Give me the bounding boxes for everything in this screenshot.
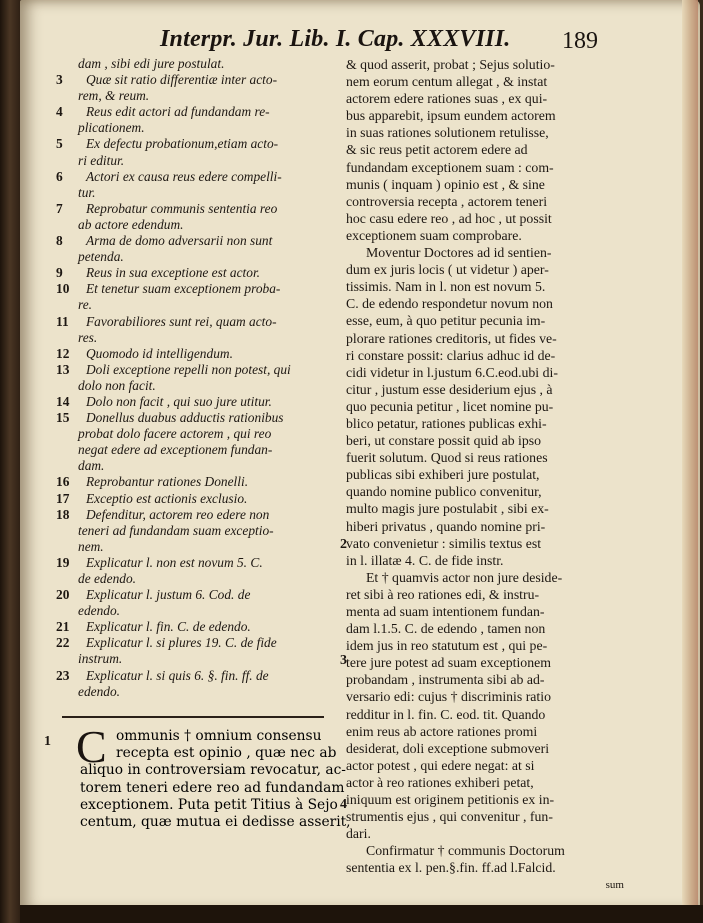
- body-line: ommunis † omnium consensu: [116, 728, 322, 744]
- summary-text: Quæ sit ratio differentiæ inter acto-: [86, 72, 278, 88]
- summary-text: Actori ex causa reus edere compelli-: [86, 168, 282, 184]
- body-line: exceptionem. Puta petit Titius à Sejo: [80, 796, 338, 813]
- body-line: tere jure potest ad suam exceptionem: [346, 655, 551, 671]
- summary-line: [58, 426, 330, 442]
- summary-line: [58, 72, 330, 88]
- body-line: publicas sibi exhiberi jure postulat,: [346, 467, 540, 483]
- summary-text: Doli exceptione repelli non potest, qui: [86, 361, 291, 377]
- summary-number: 17: [56, 490, 70, 506]
- summary-line: [58, 330, 330, 346]
- page-number: 189: [562, 28, 598, 54]
- summary-line: [58, 362, 330, 378]
- summary-text: Arma de domo adversarii non sunt: [86, 233, 273, 249]
- body-line: exceptionem suam comprobare.: [346, 227, 522, 243]
- summary-number: 21: [56, 619, 70, 635]
- summary-list: [58, 56, 330, 700]
- summary-line: [58, 523, 330, 539]
- body-line: cidi videtur in l.justum 6.C.eod.ubi di-: [346, 364, 558, 380]
- body-line: dari.: [346, 826, 371, 842]
- body-line: munis ( inquam ) opinio est , & sine: [346, 176, 545, 192]
- summary-line: [58, 120, 330, 136]
- summary-number: 13: [56, 361, 70, 377]
- summary-number: 4: [56, 104, 63, 120]
- summary-line: [58, 539, 330, 555]
- summary-text: Explicatur l. si quis 6. §. fin. ff. de: [86, 667, 269, 683]
- summary-text: petenda.: [78, 249, 124, 265]
- summary-line: [58, 571, 330, 587]
- body-line: & quod asserit, probat ; Sejus solutio-: [346, 57, 555, 72]
- summary-line: [58, 104, 330, 120]
- body-line: C. de edendo respondetur novum non: [346, 296, 553, 312]
- summary-number: 23: [56, 667, 70, 683]
- summary-text: Dolo non facit , qui suo jure utitur.: [86, 393, 272, 409]
- summary-line: [58, 314, 330, 330]
- body-line: versario edi: cujus † discriminis ratio: [346, 689, 551, 705]
- summary-text: Explicatur l. non est novum 5. C.: [86, 554, 263, 570]
- summary-text: edendo.: [78, 603, 121, 619]
- body-line: recepta est opinio , quæ nec ab: [116, 745, 337, 762]
- body-line: in l. illatæ 4. C. de fide instr.: [346, 552, 504, 568]
- body-line: strumentis ejus , qui convenitur , fun-: [346, 809, 553, 825]
- summary-number: 18: [56, 506, 70, 522]
- summary-number: 20: [56, 587, 70, 603]
- summary-line: [58, 603, 330, 619]
- body-line: redditur in l. fin. C. eod. tit. Quando: [346, 706, 546, 722]
- summary-text: tur.: [78, 184, 96, 200]
- body-line: actor potest , qui edere negat: at si: [346, 757, 535, 773]
- body-line: Moventur Doctores ad id sentien-: [366, 245, 552, 261]
- book-spine: [0, 0, 22, 923]
- body-line: controversia recepta , actorem teneri: [346, 193, 548, 209]
- summary-text: Reus edit actori ad fundandam re-: [86, 104, 270, 120]
- summary-text: Donellus duabus adductis rationibus: [86, 410, 284, 426]
- body-line: & sic reus petit actorem edere ad: [346, 142, 528, 158]
- summary-line: [58, 474, 330, 490]
- drop-cap: C: [76, 721, 107, 772]
- body-line: aliquo in controversiam revocatur, ac-: [80, 762, 346, 779]
- body-line: actorem edere rationes suas , ex qui-: [346, 91, 548, 107]
- body-line: hoc casu edere reo , ad hoc , ut possit: [346, 210, 552, 226]
- body-line: Et † quamvis actor non jure deside-: [366, 569, 563, 585]
- summary-line: [58, 651, 330, 667]
- summary-line: [58, 233, 330, 249]
- body-line: desiderat, doli exceptione submoveri: [346, 740, 550, 756]
- summary-text: plicationem.: [78, 120, 145, 136]
- body-line: quando nomine publico convenitur,: [346, 484, 542, 500]
- page-edge: [682, 0, 698, 912]
- summary-text: de edendo.: [78, 571, 137, 586]
- summary-number: 16: [56, 474, 70, 490]
- summary-line: [58, 265, 330, 281]
- summary-text: Ex defectu probationum,etiam acto-: [86, 136, 279, 152]
- body-line: ri constare possit: clarius adhuc id de-: [346, 347, 556, 363]
- running-title: Interpr. Jur. Lib. I. Cap. XXXVIII.: [160, 26, 511, 52]
- body-line: plorare rationes creditoris, ut fides ve-: [346, 330, 557, 346]
- summary-text: rem, & reum.: [78, 88, 150, 104]
- body-line: beri, ut constare possit quid ab ipso: [346, 433, 542, 449]
- summary-line: [58, 88, 330, 104]
- summary-line: [58, 635, 330, 651]
- section-rule: [62, 716, 324, 718]
- summary-text: instrum.: [78, 651, 123, 667]
- summary-line: [58, 136, 330, 152]
- summary-number: 19: [56, 554, 70, 570]
- body-line: ret sibi à reo rationes edi, & instru-: [346, 586, 540, 602]
- summary-line: [58, 297, 330, 313]
- body-line: Confirmatur † communis Doctorum: [366, 843, 565, 859]
- summary-text: edendo.: [78, 683, 121, 699]
- summary-text: Reprobatur communis sententia reo: [86, 200, 278, 216]
- summary-line: [58, 217, 330, 233]
- summary-line: [58, 201, 330, 217]
- margin-number-1: 1: [44, 734, 51, 749]
- summary-text: dolo non facit.: [78, 377, 156, 393]
- summary-line: [58, 185, 330, 201]
- body-line: hiberi privatus , quando nomine pri-: [346, 518, 546, 534]
- summary-text: Explicatur l. justum 6. Cod. de: [86, 587, 251, 603]
- body-line: multo magis jure postulabit , sibi ex-: [346, 501, 549, 517]
- body-line: iniquum est originem petitionis ex in-: [346, 792, 555, 808]
- summary-line: [58, 587, 330, 603]
- summary-text: probat dolo facere actorem , qui reo: [78, 426, 272, 442]
- summary-text: Favorabiliores sunt rei, quam acto-: [86, 313, 277, 329]
- body-line: nem eorum centum allegat , & instat: [346, 74, 548, 90]
- summary-text: dam.: [78, 458, 105, 474]
- summary-number: 14: [56, 393, 70, 409]
- summary-text: Explicatur l. si plures 19. C. de fide: [86, 635, 277, 651]
- summary-line: [58, 394, 330, 410]
- summary-number: 12: [56, 345, 70, 361]
- body-line: menta ad suam intentionem fundan-: [346, 604, 545, 619]
- summary-number: 6: [56, 168, 63, 184]
- body-right-text: [346, 56, 668, 894]
- summary-text: res.: [78, 329, 98, 345]
- summary-line: [58, 169, 330, 185]
- summary-line: [58, 684, 330, 700]
- body-line: bus apparebit, ipsum eundem actorem: [346, 108, 556, 124]
- summary-line: [58, 378, 330, 394]
- summary-number: 3: [56, 72, 63, 88]
- summary-line: [58, 619, 330, 635]
- summary-text: Reprobantur rationes Donelli.: [86, 474, 249, 490]
- summary-line: [58, 555, 330, 571]
- summary-line: [58, 56, 330, 72]
- summary-number: 7: [56, 200, 63, 216]
- summary-line: [58, 458, 330, 474]
- summary-line: [58, 668, 330, 684]
- summary-line: [58, 153, 330, 169]
- summary-text: negat edere ad exceptionem fundan-: [78, 442, 273, 458]
- body-line: centum, quæ mutua ei dedisse asserit,: [80, 814, 351, 831]
- body-line: esse, eum, à quo petitur pecunia im-: [346, 313, 546, 329]
- body-line: sum: [605, 878, 624, 891]
- body-line: dam l.1.5. C. de edendo , tamen non: [346, 621, 546, 637]
- body-line: actor à reo rationes exhiberi petat,: [346, 774, 534, 790]
- summary-line: [58, 249, 330, 265]
- summary-line: [58, 346, 330, 362]
- summary-text: Explicatur l. fin. C. de edendo.: [86, 619, 251, 635]
- summary-text: Defenditur, actorem reo edere non: [86, 506, 270, 522]
- body-line: probandam , instrumenta sibi ab ad-: [346, 672, 545, 688]
- summary-line: [58, 410, 330, 426]
- summary-text: Quomodo id intelligendum.: [86, 345, 233, 361]
- body-line: sententia ex l. pen.§.fin. ff.ad l.Falcid.: [346, 860, 556, 876]
- body-line: idem jus in reo statutum est , qui pe-: [346, 638, 548, 654]
- summary-number: 11: [56, 313, 69, 329]
- summary-number: 8: [56, 233, 63, 249]
- body-line: in suas rationes solutionem retulisse,: [346, 125, 549, 141]
- summary-text: ab actore edendum.: [78, 216, 184, 232]
- body-line: fuerit solutum. Quod si reus rationes: [346, 450, 548, 466]
- summary-text: Reus in sua exceptione est actor.: [86, 265, 261, 281]
- body-line: quo pecunia petitur , licet nomine pu-: [346, 398, 554, 414]
- body-line: dum ex juris locis ( ut videtur ) aper-: [346, 262, 549, 278]
- body-left-text: [60, 728, 351, 831]
- summary-text: ri editur.: [78, 152, 125, 168]
- body-line: tissimis. Nam in l. non est novum 5.: [346, 279, 546, 295]
- summary-line: [58, 442, 330, 458]
- summary-text: Exceptio est actionis exclusio.: [86, 490, 248, 506]
- body-line: enim reus ab actore rationes promi: [346, 723, 538, 739]
- summary-number: 9: [56, 265, 63, 281]
- summary-line: [58, 491, 330, 507]
- margin-number-2: 2: [340, 537, 347, 552]
- summary-text: teneri ad fundandam suam exceptio-: [78, 522, 274, 538]
- summary-line: [58, 281, 330, 297]
- summary-number: 10: [56, 281, 70, 297]
- body-line: fundandam exceptionem suam : com-: [346, 159, 554, 175]
- summary-text: re.: [78, 297, 93, 313]
- body-line: vato convenietur : similis textus est: [346, 535, 542, 551]
- body-line: torem teneri edere reo ad fundandam: [80, 779, 345, 796]
- summary-number: 5: [56, 136, 63, 152]
- margin-number-3: 3: [340, 653, 347, 668]
- margin-number-4: 4: [340, 797, 347, 812]
- summary-line: [58, 507, 330, 523]
- body-line: citur , justum esse desiderium ejus , à: [346, 381, 553, 397]
- summary-text: Et tenetur suam exceptionem proba-: [86, 281, 281, 297]
- summary-text: nem.: [78, 538, 104, 554]
- page-bottom-shadow: [20, 905, 703, 923]
- summary-number: 22: [56, 635, 70, 651]
- summary-number: 15: [56, 410, 70, 426]
- body-line: blico petatur, rationes publicas exhi-: [346, 415, 547, 431]
- summary-text: dam , sibi edi jure postulat.: [78, 56, 225, 71]
